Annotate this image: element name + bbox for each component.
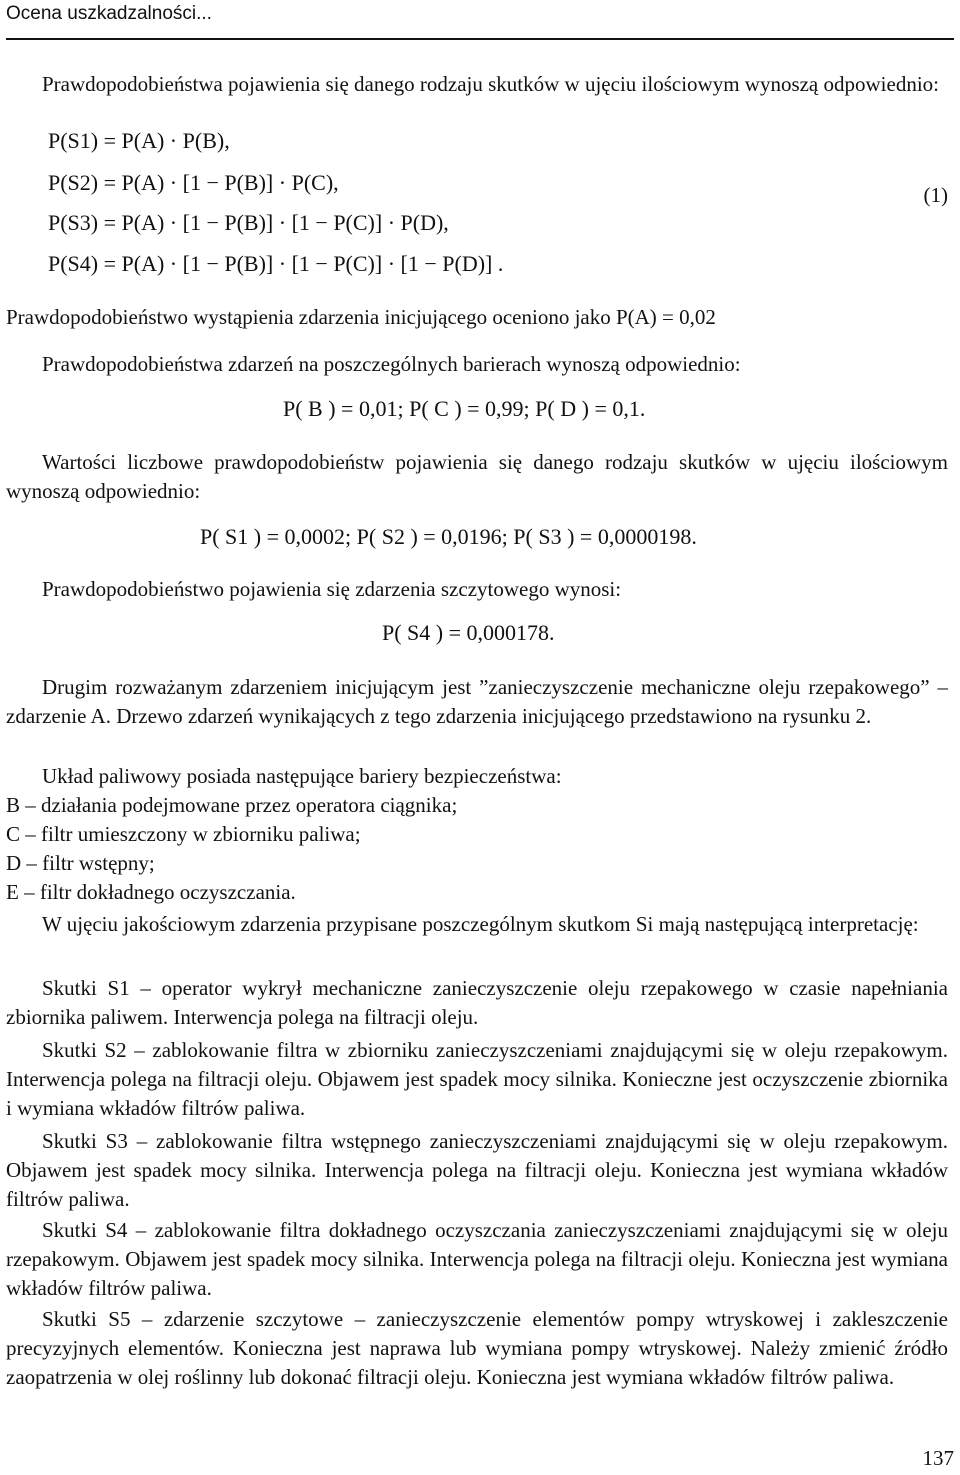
initiating-event-paragraph: Prawdopodobieństwo wystąpienia zdarzenia inicjującego oceniono jako P(A) = 0,02 [6,305,716,329]
qualitative-paragraph: W ujęciu jakościowym zdarzenia przypisane poszczególnym skutkom Si mają następującą interpretację: [42,912,919,936]
intro-paragraph: Prawdopodobieństwa pojawienia się danego rodzaju skutków w ujęciu ilościowym wynoszą odpowiednio: [42,72,939,96]
barrier-item-b: B – działania podejmowane przez operatora ciągnika; [6,793,458,817]
formula-s2: P(S2) = P(A) · [1 − P(B)] · P(C), [48,170,339,195]
formula-s4: P(S4) = P(A) · [1 − P(B)] · [1 − P(C)] · [1 − P(D)] . [48,251,504,276]
formula-s3: P(S3) = P(A) · [1 − P(B)] · [1 − P(C)] · P(D), [48,210,449,235]
effects-probability-paragraph: Wartości liczbowe prawdopodobieństw pojawienia się danego rodzaju skutków w ujęciu ilościowym wynoszą odpowiednio: [6,450,948,503]
barrier-item-d: D – filtr wstępny; [6,851,155,875]
page-number: 137 [922,1446,954,1470]
effect-s3-paragraph: Skutki S3 – zablokowanie filtra wstępnego zanieczyszczeniami znajdującymi się w oleju rzepakowym. Objawem jest spadek mocy silnika. Interwencja polega na filtracji oleju. Konieczna jest wymiana wkładów filtrów paliwa. [6,1129,948,1211]
running-header: Ocena uszkadzalności... [6,3,212,24]
effect-values-formula: P( S1 ) = 0,0002; P( S2 ) = 0,0196; P( S3 ) = 0,0000198. [200,524,697,549]
header-rule [6,38,954,40]
equation-number: (1) [923,183,948,207]
barrier-item-e: E – filtr dokładnego oczyszczania. [6,880,296,904]
barrier-item-c: C – filtr umieszczony w zbiorniku paliwa; [6,822,361,846]
formula-s1: P(S1) = P(A) · P(B), [48,128,230,153]
effect-s1-paragraph: Skutki S1 – operator wykrył mechaniczne zanieczyszczenie oleju rzepakowego w czasie napełniania zbiornika paliwem. Interwencja polega na filtracji oleju. [6,976,948,1029]
barriers-probability-paragraph: Prawdopodobieństwa zdarzeń na poszczególnych barierach wynoszą odpowiednio: [42,352,741,376]
effect-s4-paragraph: Skutki S4 – zablokowanie filtra dokładnego oczyszczania zanieczyszczeniami znajdującymi się w oleju rzepakowym. Objawem jest spadek mocy silnika. Interwencja polega na filtracji oleju. Konieczna jest wymiana wkładów filtrów paliwa. [6,1218,948,1300]
effect-s2-paragraph: Skutki S2 – zablokowanie filtra w zbiorniku zanieczyszczeniami znajdującymi się w oleju rzepakowym. Interwencja polega na filtracji oleju. Objawem jest spadek mocy silnika. Konieczne jest oczyszczenie zbiornika i wymiana wkładów filtrów paliwa. [6,1038,948,1120]
effect-s5-paragraph: Skutki S5 – zdarzenie szczytowe – zanieczyszczenie elementów pompy wtryskowej i zakleszczenie precyzyjnych elementów. Konieczna jest naprawa lub wymiana pompy wtryskowej. Należy zmienić źródło zaopatrzenia w olej roślinny lub dokonać filtracji oleju. Konieczna jest wymiana wkładów filtrów paliwa. [6,1307,948,1389]
barriers-intro: Układ paliwowy posiada następujące bariery bezpieczeństwa: [42,764,562,788]
barrier-values-formula: P( B ) = 0,01; P( C ) = 0,99; P( D ) = 0,1. [283,396,646,421]
second-event-paragraph: Drugim rozważanym zdarzeniem inicjującym jest ”zanieczyszczenie mechaniczne oleju rzepakowego” – zdarzenie A. Drzewo zdarzeń wynikających z tego zdarzenia inicjującego przedstawiono na rysunku 2. [6,675,948,728]
top-event-value-formula: P( S4 ) = 0,000178. [382,620,555,645]
top-event-paragraph: Prawdopodobieństwo pojawienia się zdarzenia szczytowego wynosi: [42,577,622,601]
